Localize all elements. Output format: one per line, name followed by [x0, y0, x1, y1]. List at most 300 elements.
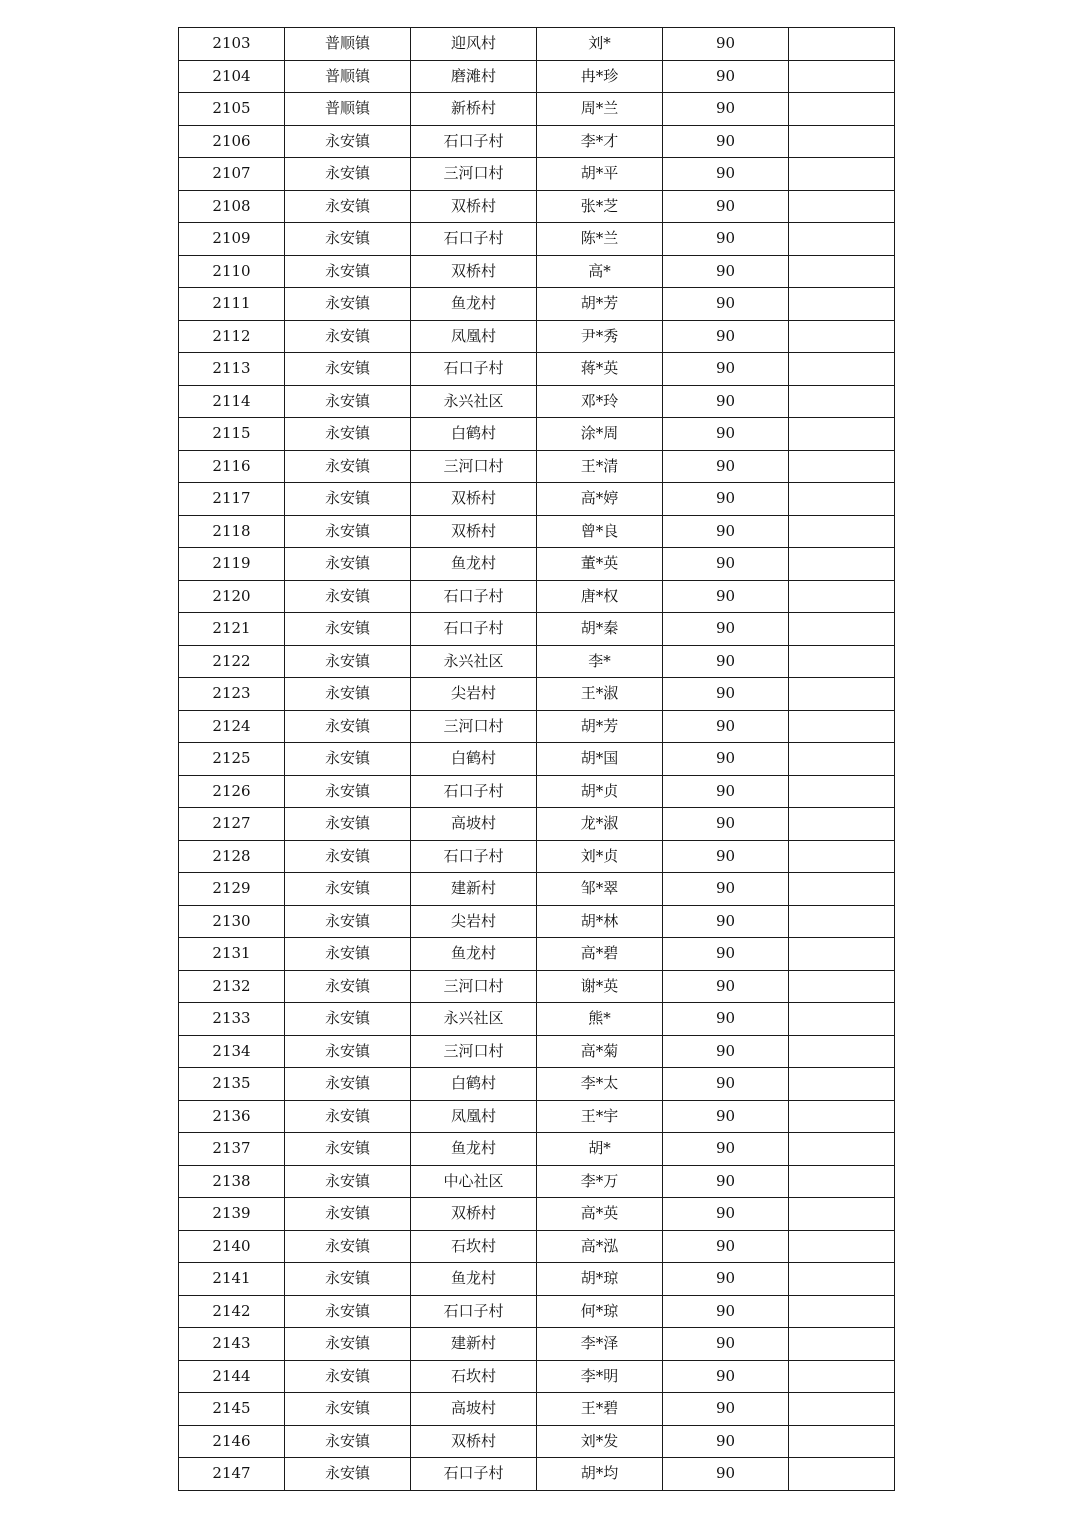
town-cell: 永安镇 [285, 1393, 411, 1426]
amount-cell: 90 [663, 938, 789, 971]
name-cell: 胡*均 [537, 1458, 663, 1491]
amount-cell: 90 [663, 125, 789, 158]
serial-number-cell: 2127 [179, 808, 285, 841]
table-row [179, 28, 895, 61]
table-row [179, 1230, 895, 1263]
name-cell: 周*兰 [537, 93, 663, 126]
village-cell: 建新村 [411, 1328, 537, 1361]
amount-cell: 90 [663, 1458, 789, 1491]
village-cell: 三河口村 [411, 158, 537, 191]
amount-cell: 90 [663, 613, 789, 646]
table-row [179, 158, 895, 191]
name-cell: 王*碧 [537, 1393, 663, 1426]
name-cell: 高*碧 [537, 938, 663, 971]
town-cell: 永安镇 [285, 1230, 411, 1263]
village-cell: 双桥村 [411, 190, 537, 223]
amount-cell: 90 [663, 1230, 789, 1263]
name-cell: 刘* [537, 28, 663, 61]
serial-number-cell: 2115 [179, 418, 285, 451]
remark-cell [789, 938, 895, 971]
amount-cell: 90 [663, 93, 789, 126]
serial-number-cell: 2136 [179, 1100, 285, 1133]
serial-number-cell: 2124 [179, 710, 285, 743]
town-cell: 永安镇 [285, 808, 411, 841]
table-row [179, 223, 895, 256]
remark-cell [789, 125, 895, 158]
name-cell: 胡* [537, 1133, 663, 1166]
table-row [179, 873, 895, 906]
amount-cell: 90 [663, 28, 789, 61]
name-cell: 涂*周 [537, 418, 663, 451]
amount-cell: 90 [663, 808, 789, 841]
remark-cell [789, 60, 895, 93]
serial-number-cell: 2114 [179, 385, 285, 418]
serial-number-cell: 2125 [179, 743, 285, 776]
remark-cell [789, 483, 895, 516]
remark-cell [789, 873, 895, 906]
town-cell: 普顺镇 [285, 28, 411, 61]
name-cell: 尹*秀 [537, 320, 663, 353]
name-cell: 胡*林 [537, 905, 663, 938]
remark-cell [789, 385, 895, 418]
town-cell: 永安镇 [285, 678, 411, 711]
village-cell: 鱼龙村 [411, 938, 537, 971]
amount-cell: 90 [663, 873, 789, 906]
amount-cell: 90 [663, 385, 789, 418]
name-cell: 高*菊 [537, 1035, 663, 1068]
remark-cell [789, 1035, 895, 1068]
amount-cell: 90 [663, 1165, 789, 1198]
remark-cell [789, 515, 895, 548]
town-cell: 永安镇 [285, 1035, 411, 1068]
table-row [179, 938, 895, 971]
amount-cell: 90 [663, 515, 789, 548]
table-row [179, 515, 895, 548]
amount-cell: 90 [663, 1263, 789, 1296]
amount-cell: 90 [663, 1100, 789, 1133]
table-row [179, 743, 895, 776]
table-row [179, 1198, 895, 1231]
table-row [179, 1360, 895, 1393]
village-cell: 迎风村 [411, 28, 537, 61]
name-cell: 王*清 [537, 450, 663, 483]
village-cell: 石口子村 [411, 1295, 537, 1328]
roster-table-body [179, 28, 895, 1491]
remark-cell [789, 1133, 895, 1166]
town-cell: 永安镇 [285, 353, 411, 386]
village-cell: 三河口村 [411, 450, 537, 483]
serial-number-cell: 2122 [179, 645, 285, 678]
village-cell: 双桥村 [411, 1198, 537, 1231]
town-cell: 永安镇 [285, 190, 411, 223]
table-row [179, 645, 895, 678]
serial-number-cell: 2145 [179, 1393, 285, 1426]
table-row [179, 710, 895, 743]
table-row [179, 320, 895, 353]
remark-cell [789, 613, 895, 646]
town-cell: 永安镇 [285, 1425, 411, 1458]
amount-cell: 90 [663, 1133, 789, 1166]
table-row [179, 418, 895, 451]
name-cell: 何*琼 [537, 1295, 663, 1328]
serial-number-cell: 2116 [179, 450, 285, 483]
amount-cell: 90 [663, 1003, 789, 1036]
serial-number-cell: 2108 [179, 190, 285, 223]
table-row [179, 1393, 895, 1426]
table-row [179, 1003, 895, 1036]
town-cell: 永安镇 [285, 710, 411, 743]
amount-cell: 90 [663, 1068, 789, 1101]
village-cell: 三河口村 [411, 970, 537, 1003]
serial-number-cell: 2109 [179, 223, 285, 256]
village-cell: 永兴社区 [411, 385, 537, 418]
town-cell: 永安镇 [285, 385, 411, 418]
serial-number-cell: 2111 [179, 288, 285, 321]
name-cell: 王*宇 [537, 1100, 663, 1133]
serial-number-cell: 2107 [179, 158, 285, 191]
remark-cell [789, 970, 895, 1003]
amount-cell: 90 [663, 450, 789, 483]
amount-cell: 90 [663, 645, 789, 678]
town-cell: 普顺镇 [285, 60, 411, 93]
town-cell: 永安镇 [285, 515, 411, 548]
name-cell: 胡*琼 [537, 1263, 663, 1296]
serial-number-cell: 2142 [179, 1295, 285, 1328]
village-cell: 双桥村 [411, 483, 537, 516]
name-cell: 熊* [537, 1003, 663, 1036]
village-cell: 凤凰村 [411, 320, 537, 353]
table-row [179, 613, 895, 646]
remark-cell [789, 288, 895, 321]
remark-cell [789, 1100, 895, 1133]
serial-number-cell: 2118 [179, 515, 285, 548]
town-cell: 永安镇 [285, 905, 411, 938]
town-cell: 永安镇 [285, 418, 411, 451]
village-cell: 石口子村 [411, 125, 537, 158]
name-cell: 李*明 [537, 1360, 663, 1393]
serial-number-cell: 2131 [179, 938, 285, 971]
village-cell: 尖岩村 [411, 905, 537, 938]
table-row [179, 1068, 895, 1101]
village-cell: 石口子村 [411, 840, 537, 873]
amount-cell: 90 [663, 1425, 789, 1458]
remark-cell [789, 548, 895, 581]
serial-number-cell: 2112 [179, 320, 285, 353]
serial-number-cell: 2134 [179, 1035, 285, 1068]
name-cell: 王*淑 [537, 678, 663, 711]
village-cell: 尖岩村 [411, 678, 537, 711]
name-cell: 李*泽 [537, 1328, 663, 1361]
remark-cell [789, 1328, 895, 1361]
remark-cell [789, 905, 895, 938]
village-cell: 新桥村 [411, 93, 537, 126]
amount-cell: 90 [663, 223, 789, 256]
village-cell: 鱼龙村 [411, 288, 537, 321]
town-cell: 永安镇 [285, 938, 411, 971]
table-row [179, 125, 895, 158]
remark-cell [789, 1068, 895, 1101]
amount-cell: 90 [663, 288, 789, 321]
serial-number-cell: 2129 [179, 873, 285, 906]
village-cell: 鱼龙村 [411, 1263, 537, 1296]
town-cell: 永安镇 [285, 645, 411, 678]
town-cell: 永安镇 [285, 775, 411, 808]
table-row [179, 385, 895, 418]
table-row [179, 255, 895, 288]
serial-number-cell: 2147 [179, 1458, 285, 1491]
name-cell: 唐*权 [537, 580, 663, 613]
serial-number-cell: 2135 [179, 1068, 285, 1101]
serial-number-cell: 2143 [179, 1328, 285, 1361]
town-cell: 永安镇 [285, 450, 411, 483]
amount-cell: 90 [663, 548, 789, 581]
serial-number-cell: 2104 [179, 60, 285, 93]
remark-cell [789, 645, 895, 678]
table-row [179, 775, 895, 808]
table-row [179, 1263, 895, 1296]
amount-cell: 90 [663, 1360, 789, 1393]
table-row [179, 808, 895, 841]
name-cell: 李*太 [537, 1068, 663, 1101]
village-cell: 高坡村 [411, 808, 537, 841]
village-cell: 石口子村 [411, 775, 537, 808]
remark-cell [789, 320, 895, 353]
name-cell: 刘*发 [537, 1425, 663, 1458]
serial-number-cell: 2144 [179, 1360, 285, 1393]
town-cell: 永安镇 [285, 1328, 411, 1361]
serial-number-cell: 2123 [179, 678, 285, 711]
town-cell: 永安镇 [285, 1198, 411, 1231]
remark-cell [789, 1230, 895, 1263]
serial-number-cell: 2120 [179, 580, 285, 613]
village-cell: 鱼龙村 [411, 1133, 537, 1166]
village-cell: 石口子村 [411, 353, 537, 386]
name-cell: 高* [537, 255, 663, 288]
amount-cell: 90 [663, 743, 789, 776]
amount-cell: 90 [663, 1035, 789, 1068]
town-cell: 永安镇 [285, 970, 411, 1003]
remark-cell [789, 1393, 895, 1426]
village-cell: 鱼龙村 [411, 548, 537, 581]
amount-cell: 90 [663, 580, 789, 613]
table-row [179, 190, 895, 223]
serial-number-cell: 2103 [179, 28, 285, 61]
name-cell: 冉*珍 [537, 60, 663, 93]
serial-number-cell: 2106 [179, 125, 285, 158]
name-cell: 董*英 [537, 548, 663, 581]
serial-number-cell: 2121 [179, 613, 285, 646]
village-cell: 双桥村 [411, 255, 537, 288]
table-row [179, 1458, 895, 1491]
serial-number-cell: 2128 [179, 840, 285, 873]
village-cell: 凤凰村 [411, 1100, 537, 1133]
village-cell: 石坎村 [411, 1360, 537, 1393]
town-cell: 永安镇 [285, 1133, 411, 1166]
amount-cell: 90 [663, 1198, 789, 1231]
remark-cell [789, 710, 895, 743]
remark-cell [789, 1198, 895, 1231]
amount-cell: 90 [663, 320, 789, 353]
town-cell: 永安镇 [285, 1165, 411, 1198]
village-cell: 高坡村 [411, 1393, 537, 1426]
table-row [179, 678, 895, 711]
village-cell: 三河口村 [411, 1035, 537, 1068]
town-cell: 永安镇 [285, 613, 411, 646]
table-row [179, 483, 895, 516]
village-cell: 建新村 [411, 873, 537, 906]
name-cell: 李*万 [537, 1165, 663, 1198]
table-row [179, 840, 895, 873]
village-cell: 三河口村 [411, 710, 537, 743]
serial-number-cell: 2141 [179, 1263, 285, 1296]
town-cell: 永安镇 [285, 1458, 411, 1491]
town-cell: 永安镇 [285, 288, 411, 321]
remark-cell [789, 580, 895, 613]
amount-cell: 90 [663, 483, 789, 516]
table-row [179, 1100, 895, 1133]
town-cell: 普顺镇 [285, 93, 411, 126]
remark-cell [789, 840, 895, 873]
table-row [179, 288, 895, 321]
name-cell: 胡*秦 [537, 613, 663, 646]
table-row [179, 353, 895, 386]
table-row [179, 580, 895, 613]
amount-cell: 90 [663, 905, 789, 938]
remark-cell [789, 1360, 895, 1393]
town-cell: 永安镇 [285, 580, 411, 613]
remark-cell [789, 775, 895, 808]
name-cell: 张*芝 [537, 190, 663, 223]
name-cell: 胡*国 [537, 743, 663, 776]
remark-cell [789, 1165, 895, 1198]
name-cell: 高*婷 [537, 483, 663, 516]
town-cell: 永安镇 [285, 548, 411, 581]
village-cell: 双桥村 [411, 1425, 537, 1458]
village-cell: 磨滩村 [411, 60, 537, 93]
table-row [179, 1035, 895, 1068]
remark-cell [789, 353, 895, 386]
town-cell: 永安镇 [285, 743, 411, 776]
village-cell: 白鹤村 [411, 1068, 537, 1101]
name-cell: 高*英 [537, 1198, 663, 1231]
village-cell: 石口子村 [411, 613, 537, 646]
remark-cell [789, 450, 895, 483]
remark-cell [789, 1003, 895, 1036]
town-cell: 永安镇 [285, 1100, 411, 1133]
remark-cell [789, 93, 895, 126]
amount-cell: 90 [663, 255, 789, 288]
town-cell: 永安镇 [285, 840, 411, 873]
table-row [179, 1165, 895, 1198]
serial-number-cell: 2113 [179, 353, 285, 386]
remark-cell [789, 1295, 895, 1328]
amount-cell: 90 [663, 60, 789, 93]
name-cell: 龙*淑 [537, 808, 663, 841]
amount-cell: 90 [663, 1295, 789, 1328]
town-cell: 永安镇 [285, 1068, 411, 1101]
name-cell: 李* [537, 645, 663, 678]
serial-number-cell: 2146 [179, 1425, 285, 1458]
town-cell: 永安镇 [285, 125, 411, 158]
table-row [179, 450, 895, 483]
remark-cell [789, 1458, 895, 1491]
remark-cell [789, 1263, 895, 1296]
village-cell: 永兴社区 [411, 1003, 537, 1036]
remark-cell [789, 28, 895, 61]
table-row [179, 60, 895, 93]
serial-number-cell: 2137 [179, 1133, 285, 1166]
name-cell: 曾*良 [537, 515, 663, 548]
table-row [179, 1295, 895, 1328]
table-row [179, 970, 895, 1003]
town-cell: 永安镇 [285, 320, 411, 353]
town-cell: 永安镇 [285, 158, 411, 191]
name-cell: 刘*贞 [537, 840, 663, 873]
village-cell: 白鹤村 [411, 743, 537, 776]
table-row [179, 1425, 895, 1458]
serial-number-cell: 2138 [179, 1165, 285, 1198]
amount-cell: 90 [663, 775, 789, 808]
name-cell: 陈*兰 [537, 223, 663, 256]
amount-cell: 90 [663, 353, 789, 386]
amount-cell: 90 [663, 1393, 789, 1426]
serial-number-cell: 2117 [179, 483, 285, 516]
name-cell: 胡*芳 [537, 710, 663, 743]
roster-table [178, 27, 895, 1491]
amount-cell: 90 [663, 1328, 789, 1361]
town-cell: 永安镇 [285, 483, 411, 516]
serial-number-cell: 2130 [179, 905, 285, 938]
serial-number-cell: 2105 [179, 93, 285, 126]
village-cell: 石坎村 [411, 1230, 537, 1263]
amount-cell: 90 [663, 970, 789, 1003]
town-cell: 永安镇 [285, 1360, 411, 1393]
name-cell: 邹*翠 [537, 873, 663, 906]
village-cell: 石口子村 [411, 1458, 537, 1491]
serial-number-cell: 2119 [179, 548, 285, 581]
amount-cell: 90 [663, 710, 789, 743]
village-cell: 石口子村 [411, 223, 537, 256]
name-cell: 胡*芳 [537, 288, 663, 321]
name-cell: 胡*平 [537, 158, 663, 191]
remark-cell [789, 190, 895, 223]
table-row [179, 1133, 895, 1166]
amount-cell: 90 [663, 190, 789, 223]
remark-cell [789, 418, 895, 451]
serial-number-cell: 2126 [179, 775, 285, 808]
serial-number-cell: 2139 [179, 1198, 285, 1231]
table-row [179, 548, 895, 581]
amount-cell: 90 [663, 158, 789, 191]
serial-number-cell: 2132 [179, 970, 285, 1003]
remark-cell [789, 678, 895, 711]
town-cell: 永安镇 [285, 873, 411, 906]
table-row [179, 93, 895, 126]
serial-number-cell: 2110 [179, 255, 285, 288]
amount-cell: 90 [663, 418, 789, 451]
name-cell: 谢*英 [537, 970, 663, 1003]
town-cell: 永安镇 [285, 1003, 411, 1036]
remark-cell [789, 1425, 895, 1458]
amount-cell: 90 [663, 840, 789, 873]
town-cell: 永安镇 [285, 223, 411, 256]
serial-number-cell: 2140 [179, 1230, 285, 1263]
serial-number-cell: 2133 [179, 1003, 285, 1036]
remark-cell [789, 255, 895, 288]
village-cell: 石口子村 [411, 580, 537, 613]
amount-cell: 90 [663, 678, 789, 711]
remark-cell [789, 808, 895, 841]
